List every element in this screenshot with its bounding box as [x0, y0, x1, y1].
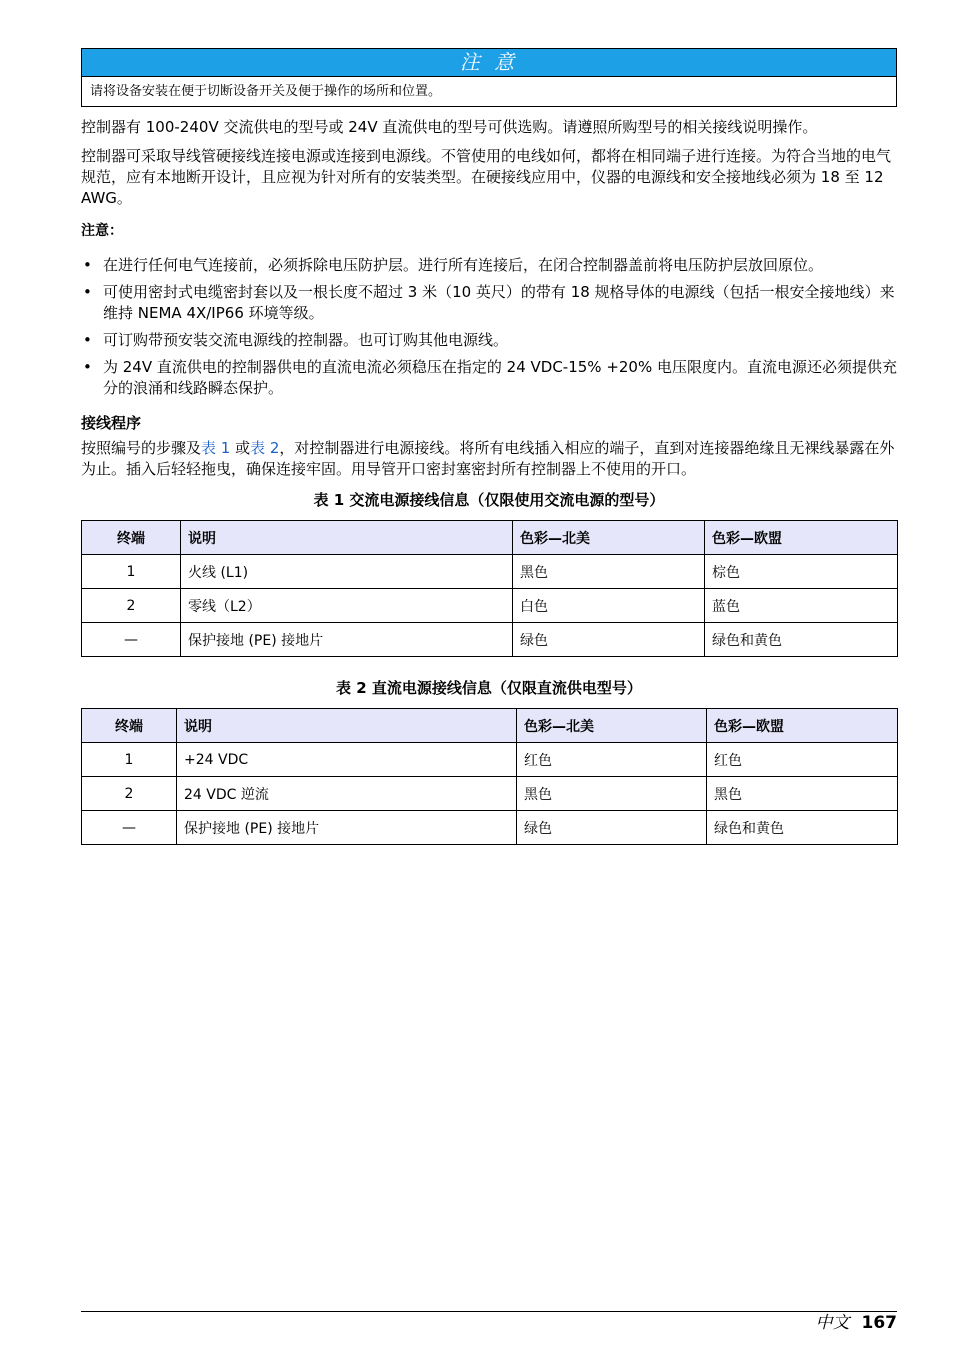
list-item-text: 在进行任何电气连接前，必须拆除电压防护层。进行所有连接后，在闭合控制器盖前将电压防护层放回原位。: [103, 256, 824, 274]
cell-color-na: 黑色: [517, 777, 707, 811]
bullet-mark: •: [83, 358, 92, 376]
header-color-na: 色彩—北美: [517, 709, 707, 743]
cell-color-eu: 绿色和黄色: [707, 811, 898, 845]
notice-text: 请将设备安装在便于切断设备开关及便于操作的场所和位置。: [90, 84, 442, 99]
bullet-mark: •: [83, 283, 92, 301]
footer-language: 中文: [815, 1313, 850, 1333]
cell-terminal: 2: [82, 777, 177, 811]
cell-color-eu: 红色: [707, 743, 898, 777]
table-row: [82, 743, 898, 777]
cell-color-na: 绿色: [513, 623, 705, 657]
header-description: 说明: [177, 709, 517, 743]
table-2-link[interactable]: 表 2: [250, 439, 280, 457]
note-label: 注意：: [81, 223, 123, 239]
list-item-text: 可订购带预安装交流电源线的控制器。也可订购其他电源线。: [103, 331, 509, 349]
page-footer: [816, 1312, 898, 1334]
cell-terminal: —: [82, 811, 177, 845]
cell-color-eu: 蓝色: [705, 589, 898, 623]
cell-description: 零线（L2）: [181, 589, 513, 623]
notice-title: 注 意: [82, 49, 896, 77]
list-item-text: 为 24V 直流供电的控制器供电的直流电流必须稳压在指定的 24 VDC-15% +20% 电压限度内。直流电源还必须提供充分的浪涌和线路瞬态保护。: [103, 358, 897, 397]
list-item-text: 可使用密封式电缆密封套以及一根长度不超过 3 米（10 英尺）的带有 18 规格导体的电源线（包括一根安全接地线）来维持 NEMA 4X/IP66 环境等级。: [103, 283, 895, 322]
procedure-text-a: 按照编号的步骤及: [81, 439, 202, 457]
list-item: [81, 255, 897, 276]
header-terminal: 终端: [82, 521, 181, 555]
header-color-na: 色彩—北美: [513, 521, 705, 555]
cell-terminal: —: [82, 623, 181, 657]
footer-divider: [81, 1311, 897, 1312]
cell-color-eu: 黑色: [707, 777, 898, 811]
table-header-row: [82, 709, 898, 743]
paragraph-wiring-requirements: 控制器可采取导线管硬接线连接电源或连接到电源线。不管使用的电线如何，都将在相同端子进行连接。为符合当地的电气规范，应有本地断开设计，且应视为针对所有的安装类型。在硬接线应用中，仪器的电源线和安全接地线必须为 18 至 12 AWG。: [81, 147, 892, 207]
bullet-mark: •: [83, 331, 92, 349]
cell-terminal: 1: [82, 555, 181, 589]
table-1-caption: 表 1 交流电源接线信息（仅限使用交流电源的型号）: [313, 491, 665, 509]
ac-wiring-table: [81, 520, 898, 657]
cell-color-na: 绿色: [517, 811, 707, 845]
cell-description: 保护接地 (PE) 接地片: [177, 811, 517, 845]
procedure-text-b: 或: [230, 439, 251, 457]
table-row: [82, 811, 898, 845]
table-header-row: [82, 521, 898, 555]
notice-box: [81, 48, 897, 107]
header-color-eu: 色彩—欧盟: [707, 709, 898, 743]
cell-description: 保护接地 (PE) 接地片: [181, 623, 513, 657]
table-row: [82, 623, 898, 657]
dc-wiring-table: [81, 708, 898, 845]
cell-color-na: 红色: [517, 743, 707, 777]
cell-description: 火线 (L1): [181, 555, 513, 589]
header-terminal: 终端: [82, 709, 177, 743]
page-content: [81, 48, 897, 845]
procedure-paragraph: [81, 438, 897, 480]
table-row: [82, 555, 898, 589]
table-row: [82, 777, 898, 811]
page-number: 167: [861, 1313, 897, 1333]
cell-color-eu: 绿色和黄色: [705, 623, 898, 657]
paragraph-power-models: 控制器有 100-240V 交流供电的型号或 24V 直流供电的型号可供选购。请遵照所购型号的相关接线说明操作。: [81, 118, 818, 136]
cell-terminal: 1: [82, 743, 177, 777]
procedure-heading: 接线程序: [81, 414, 142, 432]
table-2-caption: 表 2 直流电源接线信息（仅限直流供电型号）: [336, 679, 642, 697]
cell-description: 24 VDC 逆流: [177, 777, 517, 811]
list-item: [81, 282, 897, 324]
cell-color-eu: 棕色: [705, 555, 898, 589]
note-list: [81, 255, 897, 399]
header-description: 说明: [181, 521, 513, 555]
list-item: [81, 357, 897, 399]
cell-color-na: 黑色: [513, 555, 705, 589]
cell-color-na: 白色: [513, 589, 705, 623]
procedure-text-c: ，对控制器进行电源接线。将所有电线插入相应的端子，直到对连接器绝缘且无裸线暴露在外为止。插入后轻轻拖曳，确保连接牢固。用导管开口密封塞密封所有控制器上不使用的开口。: [81, 439, 895, 478]
list-item: [81, 330, 897, 351]
table-1-link[interactable]: 表 1: [201, 439, 231, 457]
table-row: [82, 589, 898, 623]
cell-terminal: 2: [82, 589, 181, 623]
header-color-eu: 色彩—欧盟: [705, 521, 898, 555]
bullet-mark: •: [83, 256, 92, 274]
cell-description: +24 VDC: [177, 743, 517, 777]
